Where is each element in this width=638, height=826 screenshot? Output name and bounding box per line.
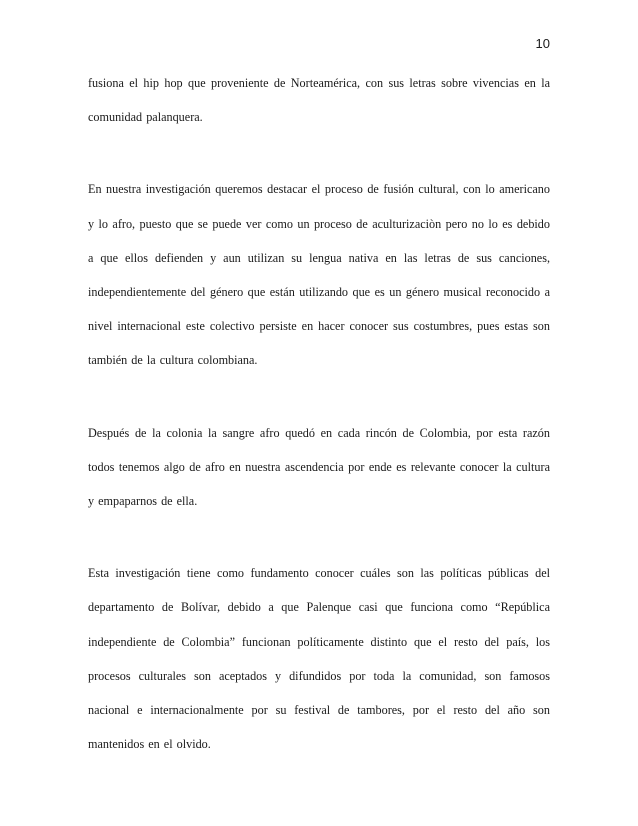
paragraph-2: En nuestra investigación queremos destacar el proceso de fusión cultural, con lo americano y lo afro, puesto que se puede ver como un proceso de aculturizaciòn pero no lo es debido a que ellos defienden y aun utilizan su lengua nativa en las letras de sus canciones, independientemente del género que están utilizando que es un género musical reconocido a nivel internacional este colectivo persiste en hacer conocer sus costumbres, pues estas son también de la cultura colombiana.: [88, 182, 550, 368]
paragraph-1: fusiona el hip hop que proveniente de Norteamérica, con sus letras sobre vivencias en la comunidad palanquera.: [88, 76, 550, 125]
document-body: [88, 66, 550, 799]
paragraph-4: Esta investigación tiene como fundamento conocer cuáles son las políticas públicas del departamento de Bolívar, debido a que Palenque casi que funciona como “República independiente de Colombia” funcionan políticamente distinto que el resto del país, los procesos culturales son aceptados y difundidos por toda la comunidad, son famosos nacional e internacionalmente por su festival de tambores, por el resto del año son mantenidos en el olvido.: [88, 566, 550, 752]
paragraph-3: Después de la colonia la sangre afro quedó en cada rincón de Colombia, por esta razón todos tenemos algo de afro en nuestra ascendencia por ende es relevante conocer la cultura y empaparnos de ella.: [88, 425, 550, 509]
page-number: 10: [535, 36, 550, 51]
